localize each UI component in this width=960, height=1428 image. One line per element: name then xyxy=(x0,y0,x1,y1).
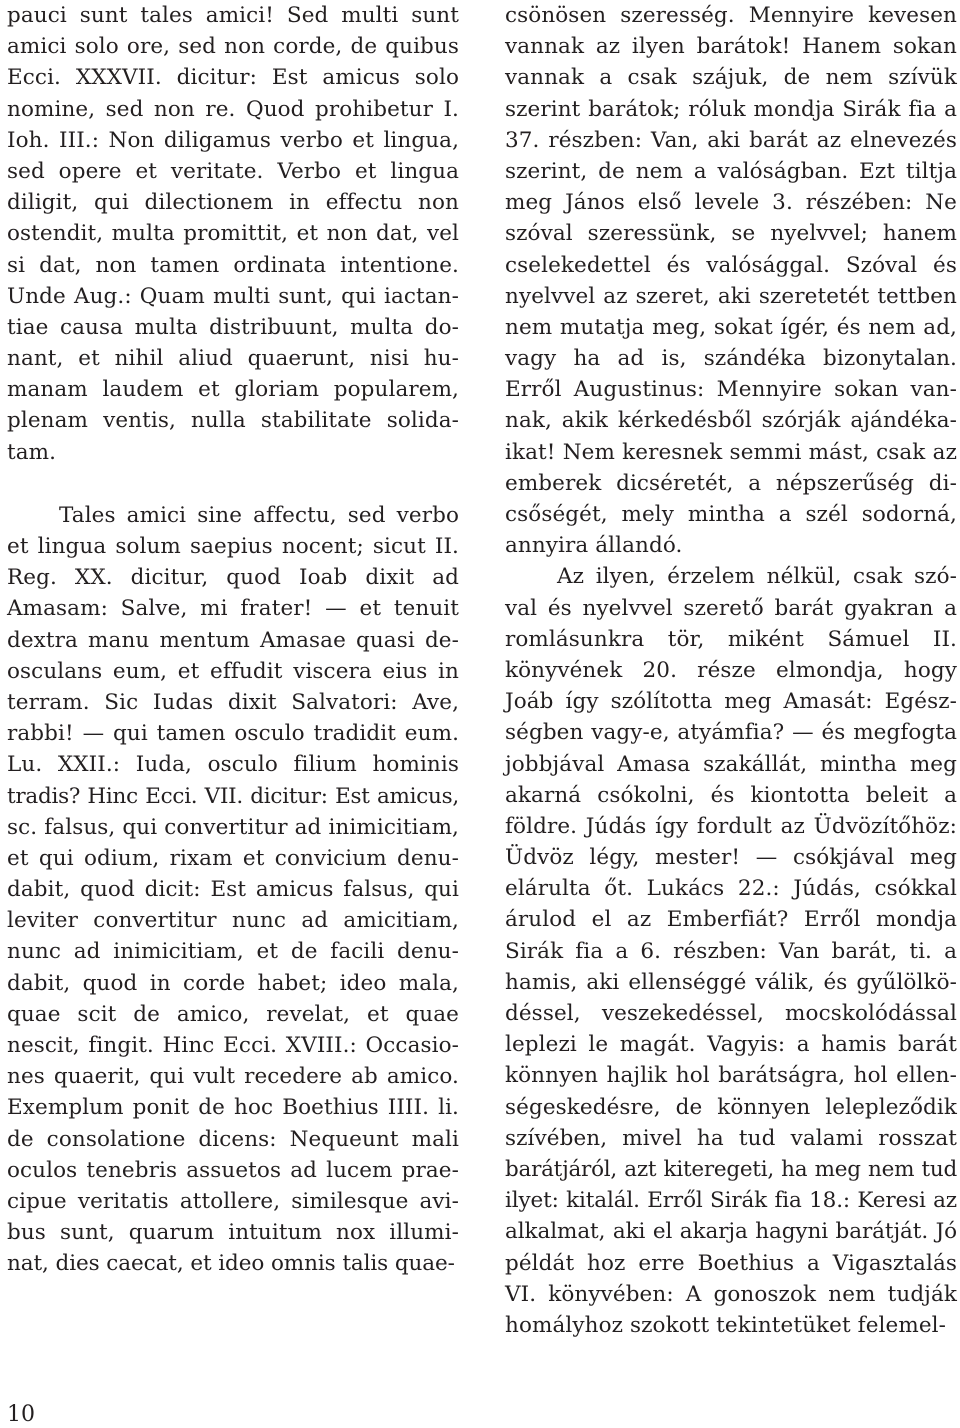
text-line: csőségét, mely mintha a szél sodorná, xyxy=(505,502,957,527)
paragraph-gap xyxy=(7,468,459,500)
text-line: szerint barátok; róluk mondja Sirák fia a xyxy=(505,96,957,122)
text-line: sc. falsus, qui convertitur ad inimicitiam, xyxy=(7,814,459,840)
text-line: nomine, sed non re. Quod prohibetur I. xyxy=(7,96,459,122)
latin-paragraph-2 xyxy=(7,500,459,1280)
hungarian-paragraph-2 xyxy=(505,561,957,1341)
text-line: de consolatione dicens: Nequeunt mali xyxy=(7,1126,459,1152)
text-line: bus sunt, quarum intuitum nox illumi- xyxy=(7,1220,459,1246)
text-line: dabit, quod dicit: Est amicus falsus, qui xyxy=(7,877,459,903)
text-line: Unde Aug.: Quam multi sunt, qui iactan- xyxy=(7,283,459,309)
text-line: vannak az ilyen barátok! Hanem sokan xyxy=(505,34,957,60)
text-line: emberek dicséretét, a népszerűség di- xyxy=(505,470,957,496)
text-line: homályhoz szokott tekintetüket felemel- xyxy=(505,1312,946,1338)
latin-column xyxy=(7,0,459,1280)
text-line: Ioh. III.: Non diligamus verbo et lingua, xyxy=(7,127,459,153)
hungarian-column xyxy=(505,0,957,1341)
text-line: 37. részben: Van, aki barát az elnevezés xyxy=(505,127,957,153)
text-line: árulod el az Emberfiát? Erről mondja xyxy=(505,907,957,933)
text-line: nunc ad inimicitiam, et de facili denu- xyxy=(7,939,459,965)
text-line: ségeskedésre, de könnyen lelepleződik xyxy=(505,1094,957,1120)
text-line: plenam ventis, nulla stabilitate solida- xyxy=(7,408,459,434)
text-line: Az ilyen, érzelem nélkül, csak szó- xyxy=(557,564,957,590)
text-line: leviter convertitur nunc ad amicitiam, xyxy=(7,908,459,934)
text-line: annyira állandó. xyxy=(505,533,683,559)
text-line: nescit, fingit. Hinc Ecci. XVIII.: Occasio- xyxy=(7,1033,459,1058)
text-line: Sirák fia a 6. részben: Van barát, ti. a xyxy=(505,938,957,964)
text-line: si dat, non tamen ordinata intentione. xyxy=(7,252,459,278)
text-line: könnyen hajlik hol barátságra, hol ellen- xyxy=(505,1063,957,1089)
page-number: 10 xyxy=(7,1402,35,1427)
text-line: sed opere et veritate. Verbo et lingua xyxy=(7,158,459,184)
text-line: Joáb így szólította meg Amasát: Egész- xyxy=(505,689,957,715)
text-line: terram. Sic Iudas dixit Salvatori: Ave, xyxy=(7,689,459,715)
text-line: meg János első levele 3. részében: Ne xyxy=(505,190,957,216)
text-line: alkalmat, aki el akarja hagyni barátját. Jó xyxy=(505,1219,957,1245)
text-line: tradis? Hinc Ecci. VII. dicitur: Est amicus, xyxy=(7,783,459,809)
text-line: földre. Júdás így fordult az Üdvözítőhöz: xyxy=(505,813,957,839)
text-line: cipue veritatis attollere, similesque avi- xyxy=(7,1188,459,1214)
text-line: elárulta őt. Lukács 22.: Júdás, csókkal xyxy=(505,876,957,902)
text-line: hamis, aki ellenséggé válik, és gyűlölkö- xyxy=(505,969,957,995)
text-line: vannak a csak szájuk, de nem szívük xyxy=(505,65,957,91)
text-line: Ecci. XXXVII. dicitur: Est amicus solo xyxy=(7,65,459,91)
text-line: nes quaerit, qui vult recedere ab amico. xyxy=(7,1064,459,1090)
text-line: szívében, mivel ha tud valami rosszat xyxy=(505,1125,957,1151)
text-line: ikat! Nem keresnek semmi mást, csak az xyxy=(505,439,957,465)
text-line: pauci sunt tales amici! Sed multi sunt xyxy=(7,3,459,28)
text-line: Lu. XXII.: Iuda, osculo filium hominis xyxy=(7,752,459,778)
text-line: ségben vagy-e, atyámfia? — és megfogta xyxy=(505,720,957,746)
text-line: et qui odium, rixam et convicium denu- xyxy=(7,845,459,871)
text-line: akarná csókolni, és kiontotta beleit a xyxy=(505,782,957,808)
latin-paragraph-1 xyxy=(7,0,459,468)
text-line: Amasam: Salve, mi frater! — et tenuit xyxy=(7,596,459,622)
text-line: cselekedettel és valósággal. Szóval és xyxy=(505,252,957,278)
text-line: Tales amici sine affectu, sed verbo xyxy=(59,502,459,528)
text-line: nat, dies caecat, et ideo omnis talis quae- xyxy=(7,1251,455,1277)
text-line: csönösen szeresség. Mennyire kevesen xyxy=(505,3,957,28)
text-line: VI. könyvében: A gonoszok nem tudják xyxy=(505,1281,957,1307)
text-line: déssel, veszekedéssel, mocskolódással xyxy=(505,1001,957,1026)
text-line: tiae causa multa distribuunt, multa do- xyxy=(7,314,459,340)
text-line: Exemplum ponit de hoc Boethius IIII. li. xyxy=(7,1095,459,1121)
text-line: amici solo ore, sed non corde, de quibus xyxy=(7,34,459,60)
text-line: oculos tenebris assuetos ad lucem prae- xyxy=(7,1157,459,1183)
text-line: nem mutatja meg, sokat ígér, és nem ad, xyxy=(505,314,957,340)
text-line: et lingua solum saepius nocent; sicut II. xyxy=(7,534,459,559)
text-line: osculans eum, et effudit viscera eius in xyxy=(7,658,459,684)
text-line: dextra manu mentum Amasae quasi de- xyxy=(7,627,459,653)
text-line: quae scit de amico, revelat, et quae xyxy=(7,1001,459,1027)
text-line: diligit, qui dilectionem in effectu non xyxy=(7,190,459,216)
text-line: dabit, quod in corde habet; ideo mala, xyxy=(7,970,459,996)
text-line: Üdvöz légy, mester! — csókjával meg xyxy=(505,845,957,871)
text-line: nyelvvel az szeret, aki szeretetét tettben xyxy=(505,283,957,309)
text-line: ostendit, multa promittit, et non dat, vel xyxy=(7,221,459,247)
text-line: barátjáról, azt kiteregeti, ha meg nem tud xyxy=(505,1156,957,1182)
text-line: vagy ha ad is, szándéka bizonytalan. xyxy=(505,346,957,372)
text-line: rabbi! — qui tamen osculo tradidit eum. xyxy=(7,721,459,747)
text-line: Erről Augustinus: Mennyire sokan van- xyxy=(505,377,957,403)
text-line: val és nyelvvel szerető barát gyakran a xyxy=(505,595,957,621)
text-line: szerint, de nem a valóságban. Ezt tiltja xyxy=(505,158,957,184)
hungarian-paragraph-1 xyxy=(505,0,957,561)
text-line: szóval szeressünk, se nyelvvel; hanem xyxy=(505,221,957,247)
text-line: jobbjával Amasa szakállát, mintha meg xyxy=(505,751,957,777)
text-line: Reg. XX. dicitur, quod Ioab dixit ad xyxy=(7,565,459,591)
text-line: tam. xyxy=(7,439,57,465)
text-line: romlásunkra tör, miként Sámuel II. xyxy=(505,626,957,652)
text-line: ilyet: kitalál. Erről Sirák fia 18.: Keresi az xyxy=(505,1188,957,1214)
text-line: példát hoz erre Boethius a Vigasztalás xyxy=(505,1250,957,1276)
text-line: manam laudem et gloriam popularem, xyxy=(7,377,459,403)
text-line: könyvének 20. része elmondja, hogy xyxy=(505,657,957,683)
text-line: nak, akik kérkedésből szórják ajándéka- xyxy=(505,408,957,434)
text-line: leplezi le magát. Vagyis: a hamis barát xyxy=(505,1032,957,1058)
text-line: nant, et nihil aliud quaerunt, nisi hu- xyxy=(7,346,459,372)
